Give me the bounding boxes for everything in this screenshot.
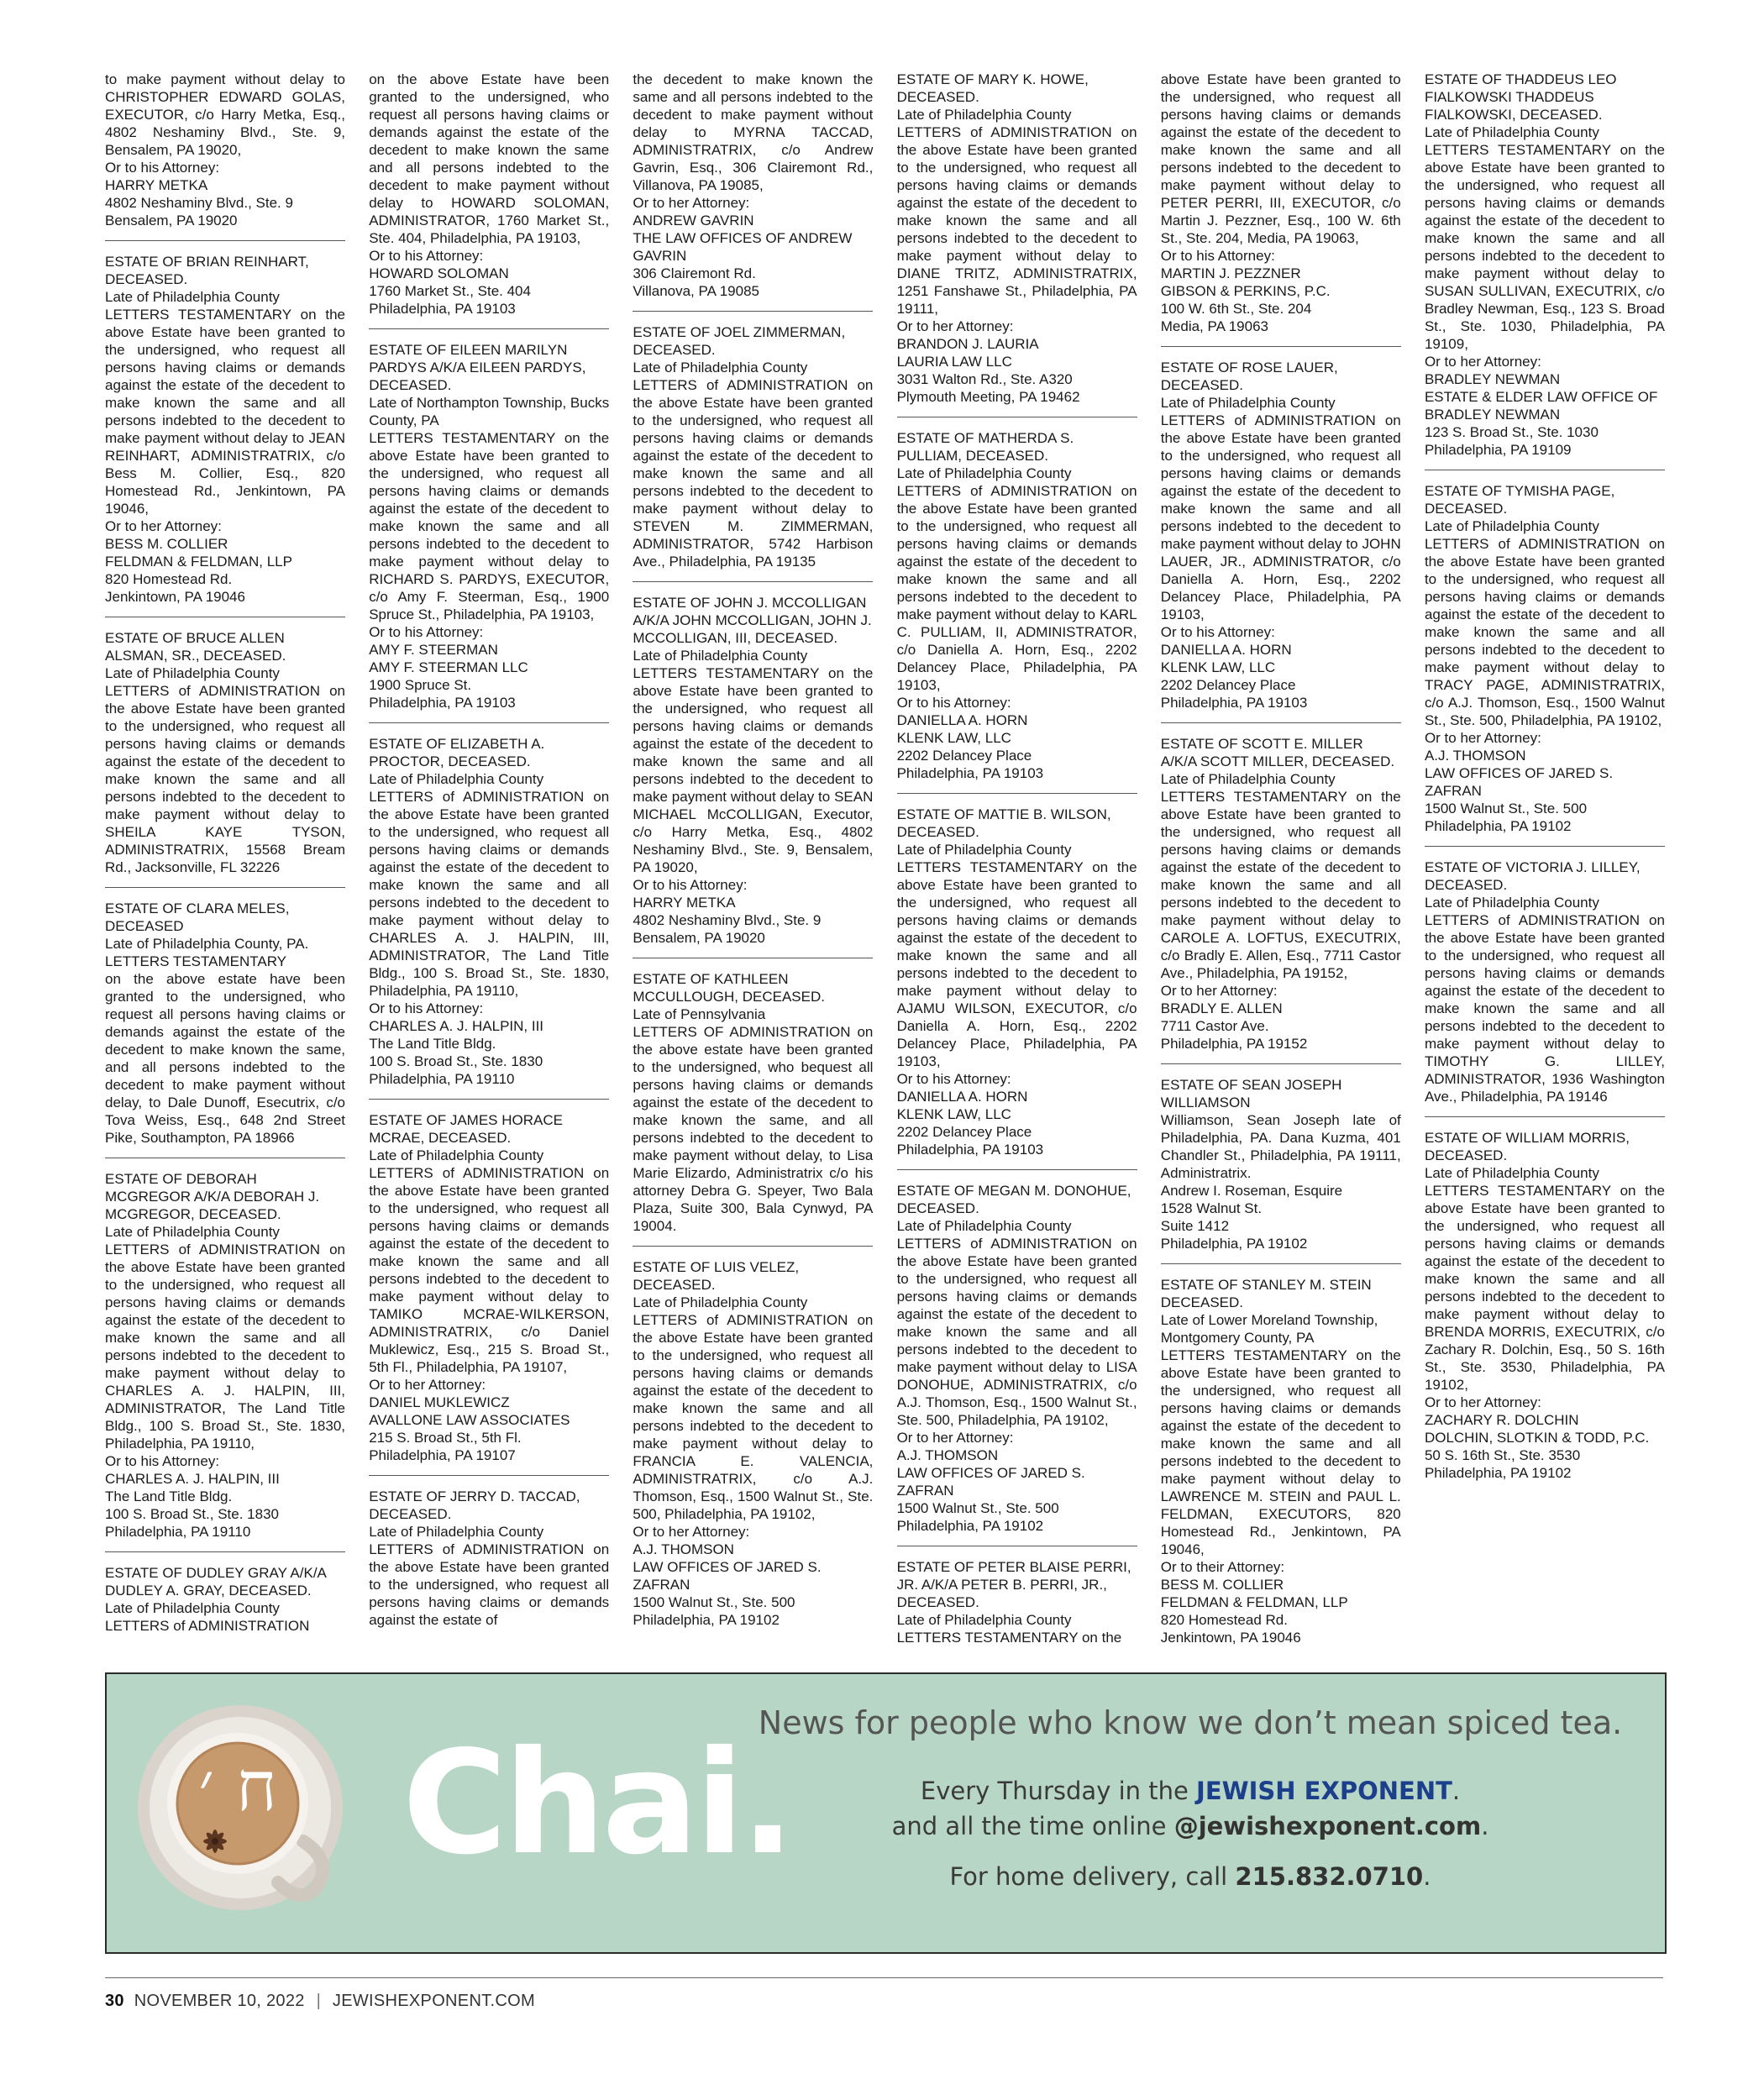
notice-body: the decedent to make known the same and all persons indebted to the decedent to make payment without delay to MYRNA TACCAD, ADMINISTRATRIX, c/o Andrew Gavrin, Esq., 306 Clairemont Rd., Villanova, PA 19085, (633, 71, 874, 193)
estate-notice (105, 71, 345, 241)
notice-meta-line: Late of Lower Moreland Township, Montgomery County, PA (1160, 1312, 1378, 1346)
estate-notice (1425, 858, 1665, 1117)
notice-body: LETTERS of ADMINISTRATION on the above Estate have been granted to the undersigned, who request all persons having claims or demands against the estate of the decedent to make known the same and all persons indebted to the decedent to make payment without delay to FRANCIA E. VALENCIA, ADMINISTRATRIX, c/o A.J. Thomson, Esq., 1500 Walnut St., Ste. 500, Philadelphia, PA 19102, (633, 1312, 874, 1522)
notice-attorney-line: 100 W. 6th St., Ste. 204 (1160, 301, 1312, 317)
notice-body: LETTERS TESTAMENTARY on the above Estate have been granted to the undersigned, who request all persons having claims or demands against the estate of the decedent to make known the same and all persons indebted to the decedent to make payment without delay to CAROLE A. LOFTUS, EXECUTRIX, c/o Bradly E. Allen, Esq., 7711 Castor Ave., Philadelphia, PA 19152, (1160, 789, 1401, 981)
notice-attorney-line: 1500 Walnut St., Ste. 500 (633, 1594, 795, 1610)
notice-attorney-line: Philadelphia, PA 19102 (1160, 1236, 1308, 1252)
notice-heading: ESTATE OF MARY K. HOWE, DECEASED. (896, 71, 1089, 105)
ad-copy (745, 1699, 1635, 1893)
notice-attorney-line: GIBSON & PERKINS, P.C. (1160, 283, 1331, 299)
notice-attorney-line: 100 S. Broad St., Ste. 1830 (105, 1506, 279, 1522)
jewish-exponent-brand: JEWISH EXPONENT (1196, 1777, 1452, 1805)
notice-attorney-line: Or to her Attorney: (633, 195, 750, 211)
notice-attorney-line: FELDMAN & FELDMAN, LLP (105, 554, 292, 570)
notice-body: LETTERS of ADMINISTRATION on the above Estate have been granted to the undersigned, who request all persons having claims or demands against the estate of the decedent to make known the same and all persons indebted to the decedent to make payment without delay to SHEILA KAYE TYSON, ADMINISTRATRIX, 15568 Bream Rd., Jacksonville, FL 32226 (105, 683, 345, 875)
notice-attorney-line: 306 Clairemont Rd. (633, 265, 756, 281)
estate-notice (105, 900, 345, 1158)
notice-heading: ESTATE OF MATTIE B. WILSON, DECEASED. (896, 806, 1111, 840)
estate-notice (1161, 1076, 1401, 1264)
page-footer (105, 1990, 535, 2012)
notice-heading: ESTATE OF PETER BLAISE PERRI, JR. A/K/A PETER B. PERRI, JR., DECEASED. (896, 1559, 1131, 1610)
estate-notice (369, 341, 609, 723)
notice-body: LETTERS TESTAMENTARY on the above Estate have been granted to the undersigned, who request all persons having claims or demands against the estate of the decedent to make known the same and all persons indebted to the decedent to make payment without delay to RICHARD S. PARDYS, EXECUTOR, c/o Amy F. Steerman, Esq., 1900 Spruce St., Philadelphia, PA 19103, (369, 430, 610, 622)
notice-attorney-line: LAW OFFICES OF JARED S. ZAFRAN (896, 1465, 1085, 1499)
estate-notice (1161, 1276, 1401, 1646)
notice-meta-line: Late of Pennsylvania (633, 1006, 766, 1022)
notice-attorney-line: AMY F. STEERMAN (369, 642, 498, 658)
website-link[interactable]: @jewishexponent.com (1173, 1812, 1482, 1840)
notice-body: LETTERS of ADMINISTRATION on the above Estate have been granted to the undersigned, who request all persons having claims or demands against the estate of the decedent to make known the same and all persons indebted to the decedent to make payment without delay to JOHN LAUER, JR., ADMINISTRATOR, c/o Daniella A. Horn, Esq., 2202 Delancey Place, Philadelphia, PA 19103, (1160, 412, 1401, 622)
legal-notices-columns (105, 71, 1665, 1646)
estate-notice (105, 253, 345, 617)
estate-notice (897, 806, 1137, 1170)
notice-heading: ESTATE OF EILEEN MARILYN PARDYS A/K/A EILEEN PARDYS, DECEASED. (369, 342, 586, 393)
estate-notice (897, 71, 1137, 417)
notice-attorney-line: 1528 Walnut St. (1160, 1200, 1263, 1216)
notice-attorney-line: 2202 Delancey Place (1160, 677, 1296, 693)
chai-tea-cup-icon (135, 1703, 345, 1913)
notice-meta-line: Late of Philadelphia County (896, 107, 1072, 123)
notice-attorney-line: DANIELLA A. HORN (896, 1089, 1028, 1105)
notice-attorney-line: Or to his Attorney: (369, 248, 484, 264)
notice-attorney-line: LAW OFFICES OF JARED S. ZAFRAN (1424, 765, 1614, 799)
notice-attorney-line: BRADLY E. ALLEN (1160, 1000, 1283, 1016)
notice-attorney-line: KLENK LAW, LLC (1160, 659, 1276, 675)
notice-body: LETTERS TESTAMENTARY on the above Estate have been granted to the undersigned, who request all persons having claims or demands against the estate of the decedent to make known the same and all persons indebted to the decedent to make payment without delay to AJAMU WILSON, EXECUTOR, c/o Daniella A. Horn, Esq., 2202 Delancey Place, Philadelphia, PA 19103, (896, 859, 1137, 1069)
notice-attorney-line: FELDMAN & FELDMAN, LLP (1160, 1594, 1348, 1610)
estate-notice (1425, 482, 1665, 847)
notice-meta-line: Late of Philadelphia County (369, 1524, 544, 1540)
notice-attorney-line: Villanova, PA 19085 (633, 283, 759, 299)
notice-attorney-line: 1760 Market St., Ste. 404 (369, 283, 531, 299)
notice-attorney-line: Philadelphia, PA 19103 (1160, 695, 1308, 711)
notice-heading: ESTATE OF TYMISHA PAGE, DECEASED. (1424, 483, 1615, 517)
estate-notice (633, 71, 873, 312)
notice-heading: ESTATE OF DEBORAH MCGREGOR A/K/A DEBORAH J. MCGREGOR, DECEASED. (105, 1171, 320, 1222)
notice-attorney-line: Or to her Attorney: (1424, 730, 1541, 746)
notice-attorney-line: Philadelphia, PA 19102 (1424, 818, 1572, 834)
notice-attorney-line: Media, PA 19063 (1160, 318, 1268, 334)
notice-attorney-line: Philadelphia, PA 19103 (369, 301, 516, 317)
phone-number[interactable]: 215.832.0710 (1235, 1862, 1424, 1891)
ad-line-publication: Every Thursday in the JEWISH EXPONENT. (920, 1777, 1461, 1805)
notice-attorney-line: DANIELLA A. HORN (1160, 642, 1292, 658)
chai-headline: Chai. (402, 1720, 792, 1887)
notice-attorney-line: Philadelphia, PA 19107 (369, 1447, 516, 1463)
notice-meta-line: Late of Philadelphia County (896, 1612, 1072, 1628)
notice-attorney-line: Plymouth Meeting, PA 19462 (896, 389, 1080, 405)
notice-attorney-line: Or to his Attorney: (1160, 248, 1275, 264)
notice-attorney-line: The Land Title Bldg. (105, 1488, 233, 1504)
notice-body: LETTERS TESTAMENTARY on the above Estate have been granted to the undersigned, who request all persons having claims or demands against the estate of the decedent to make known the same and all persons indebted to the decedent to make payment without delay to SEAN MICHAEL McCOLLIGAN, Executor, c/o Harry Metka, Esq., 4802 Neshaminy Blvd., Ste. 9, Bensalem, PA 19020, (633, 665, 874, 875)
notice-attorney-line: 4802 Neshaminy Blvd., Ste. 9 (105, 195, 293, 211)
notice-body: LETTERS TESTAMENTARY on the above Estate have been granted to the undersigned, who request all persons having claims or demands against the estate of the decedent to make known the same and all persons indebted to the decedent to make payment without delay to JEAN REINHART, ADMINISTRATRIX, c/o Bess M. Collier, Esq., 820 Homestead Rd., Jenkintown, PA 19046, (105, 307, 345, 517)
notice-attorney-line: Philadelphia, PA 19102 (633, 1612, 780, 1628)
notice-meta-line: Late of Philadelphia County (633, 1294, 808, 1310)
notice-attorney-line: Or to her Attorney: (105, 518, 222, 534)
notice-attorney-line: Philadelphia, PA 19102 (1424, 1465, 1572, 1481)
notice-attorney-line: Or to her Attorney: (369, 1377, 486, 1393)
notice-meta-line: Late of Philadelphia County (1424, 518, 1599, 534)
estate-notice (1161, 735, 1401, 1064)
notice-body: LETTERS of ADMINISTRATION on the above Estate have been granted to the undersigned, who request all persons having claims or demands against the estate of the decedent to make known the same and all persons indebted to the decedent to make payment without delay to DIANE TRITZ, ADMINISTRATRIX, 1251 Fanshawe St., Philadelphia, PA 19111, (896, 124, 1137, 317)
notice-attorney-line: ANDREW GAVRIN (633, 213, 754, 228)
notice-body: to make payment without delay to CHRISTOPHER EDWARD GOLAS, EXECUTOR, c/o Harry Metka, Esq., 4802 Neshaminy Blvd., Ste. 9, Bensalem, PA 19020, (105, 71, 345, 158)
notice-meta-line: Late of Philadelphia County, PA. (105, 936, 309, 952)
notice-heading: ESTATE OF LUIS VELEZ, DECEASED. (633, 1259, 800, 1293)
notice-meta-line: Late of Philadelphia County (1160, 771, 1336, 787)
estate-notice (1425, 1129, 1665, 1493)
notice-column (897, 71, 1137, 1646)
notice-attorney-line: Philadelphia, PA 19109 (1424, 442, 1572, 458)
notice-meta-line: Late of Philadelphia County (369, 1147, 544, 1163)
estate-notice (369, 71, 609, 329)
estate-notice (105, 629, 345, 888)
notice-heading: ESTATE OF MEGAN M. DONOHUE, DECEASED. (896, 1183, 1131, 1216)
notice-attorney-line: Or to her Attorney: (1424, 1394, 1541, 1410)
notice-attorney-line: Jenkintown, PA 19046 (1160, 1630, 1301, 1646)
notice-body: LETTERS TESTAMENTARY on the above Estate have been granted to the undersigned, who request all persons having claims or demands against the estate of the decedent to make known the same and all persons indebted to the decedent to make payment without delay to SUSAN SULLIVAN, EXECUTRIX, c/o Bradley Newman, Esq., 123 S. Broad St., Ste. 1030, Philadelphia, PA 19109, (1424, 142, 1665, 352)
estate-notice (369, 1488, 609, 1640)
chai-advertisement[interactable] (105, 1672, 1667, 1954)
notice-heading: ESTATE OF CLARA MELES, DECEASED (105, 900, 290, 934)
estate-notice (1425, 71, 1665, 470)
notice-meta-line: Late of Philadelphia County (1424, 1165, 1599, 1181)
notice-body: LETTERS of ADMINISTRATION on the above Estate have been granted to the undersigned, who request all persons having claims or demands against the estate of the decedent to make known the same and all persons indebted to the decedent to make payment without delay to TRACY PAGE, ADMINISTRATRIX, c/o A.J. Thomson, Esq., 1500 Walnut St., Ste. 500, Philadelphia, PA 19102, (1424, 536, 1665, 728)
notice-meta-line: Late of Philadelphia County (633, 648, 808, 664)
notice-meta-line: Late of Philadelphia County (369, 771, 544, 787)
notice-attorney-line: A.J. THOMSON (1424, 748, 1526, 764)
notice-attorney-line: AMY F. STEERMAN LLC (369, 659, 528, 675)
notice-attorney-line: BESS M. COLLIER (105, 536, 228, 552)
estate-notice (633, 594, 873, 958)
notice-meta-line: Late of Philadelphia County (896, 465, 1072, 481)
notice-heading: ESTATE OF VICTORIA J. LILLEY, DECEASED. (1424, 859, 1641, 893)
notice-attorney-line: Or to his Attorney: (1160, 624, 1275, 640)
notice-body: LETTERS of ADMINISTRATION on the above Estate have been granted to the undersigned, who request all persons having claims or demands against the estate of the decedent to make known the same and all persons indebted to the decedent to make payment without delay to TAMIKO MCRAE-WILKERSON, ADMINISTRATRIX, c/o Daniel Muklewicz, Esq., 215 S. Broad St., 5th Fl., Philadelphia, PA 19107, (369, 1165, 610, 1375)
notice-attorney-line: KLENK LAW, LLC (896, 1106, 1011, 1122)
notice-attorney-line: ESTATE & ELDER LAW OFFICE OF BRADLEY NEWMAN (1424, 389, 1658, 423)
notice-body: LETTERS of ADMINISTRATION on the above Estate have been granted to the undersigned, who request all persons having claims or demands against the estate of the decedent to make known the same and all persons indebted to the decedent to make payment without delay to STEVEN M. ZIMMERMAN, ADMINISTRATOR, 5742 Harbison Ave., Philadelphia, PA 19135 (633, 377, 874, 570)
notice-attorney-line: Or to his Attorney: (633, 877, 748, 893)
notice-heading: ESTATE OF DUDLEY GRAY A/K/A DUDLEY A. GRAY, DECEASED. (105, 1565, 326, 1599)
notice-heading: ESTATE OF THADDEUS LEO FIALKOWSKI THADDEUS FIALKOWSKI, DECEASED. (1424, 71, 1617, 123)
notice-attorney-line: 1500 Walnut St., Ste. 500 (896, 1500, 1059, 1516)
notice-body: LETTERS TESTAMENTARY on the above Estate have been granted to the undersigned, who request all persons having claims or demands against the estate of the decedent to make known the same and all persons indebted to the decedent to make payment without delay to LAWRENCE M. STEIN and PAUL L. FELDMAN, EXECUTORS, 820 Homestead Rd., Jenkintown, PA 19046, (1160, 1347, 1401, 1557)
estate-notice (369, 735, 609, 1100)
notice-attorney-line: Or to his Attorney: (369, 1000, 484, 1016)
notice-attorney-line: Philadelphia, PA 19152 (1160, 1036, 1308, 1052)
notice-attorney-line: Philadelphia, PA 19103 (896, 765, 1044, 781)
notice-heading: ESTATE OF ROSE LAUER, DECEASED. (1160, 360, 1338, 393)
notice-attorney-line: Or to his Attorney: (369, 624, 484, 640)
notice-heading: ESTATE OF JERRY D. TACCAD, DECEASED. (369, 1488, 580, 1522)
notice-attorney-line: KLENK LAW, LLC (896, 730, 1011, 746)
site-url[interactable]: JEWISHEXPONENT.COM (332, 1992, 535, 2010)
notice-attorney-line: Bensalem, PA 19020 (633, 930, 765, 946)
notice-attorney-line: Or to their Attorney: (1160, 1559, 1285, 1575)
notice-attorney-line: Or to his Attorney: (896, 1071, 1011, 1087)
notice-column (1425, 71, 1665, 1646)
notice-meta-line: Late of Philadelphia County (105, 665, 280, 681)
notice-attorney-line: DOLCHIN, SLOTKIN & TODD, P.C. (1424, 1430, 1650, 1446)
notice-meta-line: Late of Philadelphia County (105, 289, 280, 305)
notice-meta-line: LETTERS TESTAMENTARY (105, 953, 287, 969)
notice-heading: ESTATE OF KATHLEEN MCCULLOUGH, DECEASED. (633, 971, 825, 1005)
notice-attorney-line: HARRY METKA (633, 895, 736, 911)
footer-divider (105, 1977, 1663, 1978)
estate-notice (633, 1258, 873, 1640)
notice-attorney-line: Philadelphia, PA 19103 (369, 695, 516, 711)
notice-attorney-line: Philadelphia, PA 19110 (105, 1524, 251, 1540)
estate-notice (105, 1564, 345, 1646)
notice-attorney-line: Suite 1412 (1160, 1218, 1230, 1234)
notice-column (633, 71, 873, 1646)
notice-attorney-line: Jenkintown, PA 19046 (105, 589, 245, 605)
notice-attorney-line: AVALLONE LAW ASSOCIATES (369, 1412, 570, 1428)
estate-notice (897, 1182, 1137, 1546)
notice-attorney-line: DANIELLA A. HORN (896, 712, 1028, 728)
notice-attorney-line: 820 Homestead Rd. (1160, 1612, 1288, 1628)
notice-heading: ESTATE OF BRUCE ALLEN ALSMAN, SR., DECEASED. (105, 630, 286, 664)
notice-body: LETTERS of ADMINISTRATION on the above Estate have been granted to the undersigned, who request all persons having claims or demands against the estate of the decedent to make known the same and all persons indebted to the decedent to make payment without delay to TIMOTHY G. LILLEY, ADMINISTRATOR, 1936 Washington Ave., Philadelphia, PA 19146 (1424, 912, 1665, 1105)
notice-attorney-line: Or to his Attorney: (105, 1453, 220, 1469)
page-number: 30 (105, 1992, 124, 2010)
estate-notice (369, 1111, 609, 1476)
estate-notice (897, 1558, 1137, 1646)
notice-attorney-line: Or to his Attorney: (896, 695, 1011, 711)
notice-attorney-line: 820 Homestead Rd. (105, 571, 233, 587)
notice-heading: ESTATE OF BRIAN REINHART, DECEASED. (105, 254, 309, 287)
notice-body: LETTERS TESTAMENTARY on the (896, 1630, 1122, 1646)
notice-attorney-line: Or to his Attorney: (105, 160, 220, 176)
notice-attorney-line: 1500 Walnut St., Ste. 500 (1424, 801, 1588, 816)
notice-heading: ESTATE OF JOEL ZIMMERMAN, DECEASED. (633, 324, 846, 358)
notice-attorney-line: A.J. THOMSON (896, 1447, 999, 1463)
estate-notice (633, 323, 873, 582)
notice-body: above Estate have been granted to the undersigned, who request all persons having claims or demands against the estate of the decedent to make known the same and all persons indebted to the decedent to make payment without delay to PETER PERRI, III, EXECUTOR, c/o Martin J. Pezzner, Esq., 100 W. 6th St., Ste. 204, Media, PA 19063, (1160, 71, 1401, 246)
notice-attorney-line: Philadelphia, PA 19102 (896, 1518, 1044, 1534)
notice-heading: ESTATE OF MATHERDA S. PULLIAM, DECEASED. (896, 430, 1074, 464)
notice-meta-line: Late of Northampton Township, Bucks County, PA (369, 395, 610, 428)
notice-heading: ESTATE OF SCOTT E. MILLER A/K/A SCOTT MILLER, DECEASED. (1160, 736, 1395, 769)
notice-attorney-line: 2202 Delancey Place (896, 748, 1032, 764)
notice-body: LETTERS OF ADMINISTRATION on the above estate have been granted to the undersigned, who bequest all persons having claims or demands against the estate of the decedent to make known the same, and all persons indebted to the decedent to make payment without delay, to Lisa Marie Elizardo, Administratrix c/o his attorney Debra G. Speyer, Two Bala Plaza, Suite 300, Bala Cynwyd, PA 19004. (633, 1024, 874, 1234)
notice-meta-line: Late of Philadelphia County (105, 1224, 280, 1240)
notice-heading: ESTATE OF JOHN J. MCCOLLIGAN A/K/A JOHN MCCOLLIGAN, JOHN J. MCCOLLIGAN, III, DECEASED. (633, 595, 872, 646)
notice-attorney-line: DANIEL MUKLEWICZ (369, 1394, 510, 1410)
notice-attorney-line: LAW OFFICES OF JARED S. ZAFRAN (633, 1559, 822, 1593)
estate-notice (1161, 359, 1401, 723)
notice-column (105, 71, 345, 1646)
notice-attorney-line: HARRY METKA (105, 177, 208, 193)
notice-meta-line: Late of Philadelphia County (896, 842, 1072, 858)
estate-notice (105, 1170, 345, 1552)
notice-attorney-line: 1900 Spruce St. (369, 677, 472, 693)
notice-attorney-line: 123 S. Broad St., Ste. 1030 (1424, 424, 1599, 440)
notice-attorney-line: 2202 Delancey Place (896, 1124, 1032, 1140)
notice-heading: ESTATE OF WILLIAM MORRIS, DECEASED. (1424, 1130, 1630, 1163)
ad-line-online: and all the time online @jewishexponent.com. (891, 1812, 1489, 1840)
notice-meta-line: Late of Philadelphia County (633, 360, 808, 375)
notice-attorney-line: Andrew I. Roseman, Esquire (1160, 1183, 1343, 1199)
notice-attorney-line: THE LAW OFFICES OF ANDREW GAVRIN (633, 230, 853, 264)
ad-line-delivery: For home delivery, call 215.832.0710. (949, 1862, 1431, 1891)
notice-body: LETTERS of ADMINISTRATION on the above Estate have been granted to the undersigned, who request all persons having claims or demands against the estate of the decedent to make known the same and all persons indebted to the decedent to make payment without delay to LISA DONOHUE, ADMINISTRATRIX, c/o A.J. Thomson, Esq., 1500 Walnut St., Ste. 500, Philadelphia, PA 19102, (896, 1236, 1137, 1428)
notice-body: LETTERS of ADMINISTRATION on the above Estate have been granted to the undersigned, who request all persons having claims or demands against the estate of the decedent to make known the same and all persons indebted to the decedent to make payment without delay to KARL C. PULLIAM, II, ADMINISTRATOR, c/o Daniella A. Horn, Esq., 2202 Delancey Place, Philadelphia, PA 19103, (896, 483, 1137, 693)
notice-attorney-line: Or to her Attorney: (1160, 983, 1278, 999)
notice-attorney-line: A.J. THOMSON (633, 1541, 734, 1557)
notice-meta-line: Late of Philadelphia County (1424, 895, 1599, 911)
notice-meta-line: Late of Philadelphia County (1424, 124, 1599, 140)
notice-heading: ESTATE OF ELIZABETH A. PROCTOR, DECEASED. (369, 736, 545, 769)
star-anise-icon (203, 1830, 227, 1853)
notice-attorney-line: ZACHARY R. DOLCHIN (1424, 1412, 1579, 1428)
notice-attorney-line: Philadelphia, PA 19103 (896, 1142, 1044, 1158)
notice-attorney-line: 100 S. Broad St., Ste. 1830 (369, 1053, 543, 1069)
notice-attorney-line: BRADLEY NEWMAN (1424, 371, 1561, 387)
notice-column (1161, 71, 1401, 1646)
notice-body: LETTERS TESTAMENTARY on the above Estate have been granted to the undersigned, who request all persons having claims or demands against the estate of the decedent to make known the same and all persons indebted to the decedent to make payment without delay to BRENDA MORRIS, EXECUTRIX, c/o Zachary R. Dolchin, Esq., 50 S. 16th St., Ste. 3530, Philadelphia, PA 19102, (1424, 1183, 1665, 1393)
notice-attorney-line: CHARLES A. J. HALPIN, III (105, 1471, 280, 1487)
notice-body: LETTERS of ADMINISTRATION on the above Estate have been granted to the undersigned, who request all persons having claims or demands against the estate of the decedent to make known the same and all persons indebted to the decedent to make payment without delay to CHARLES A. J. HALPIN, III, ADMINISTRATOR, The Land Title Bldg., 100 S. Broad St., Ste. 1830, Philadelphia, PA 19110, (105, 1242, 345, 1452)
notice-column (369, 71, 609, 1646)
notice-attorney-line: Philadelphia, PA 19110 (369, 1071, 515, 1087)
estate-notice (897, 429, 1137, 794)
notice-meta-line: Late of Philadelphia County (896, 1218, 1072, 1234)
notice-body: Williamson, Sean Joseph late of Philadelphia, PA. Dana Kuzma, 401 Chandler St., Philadelphia, PA 19111, Administratrix. (1160, 1112, 1401, 1181)
notice-body: on the above Estate have been granted to the undersigned, who request all persons having claims or demands against the estate of the decedent to make known the same and all persons indebted to the decedent to make payment without delay to HOWARD SOLOMAN, ADMINISTRATOR, 1760 Market St., Ste. 404, Philadelphia, PA 19103, (369, 71, 610, 246)
notice-attorney-line: The Land Title Bldg. (369, 1036, 496, 1052)
notice-attorney-line: HOWARD SOLOMAN (369, 265, 509, 281)
estate-notice (633, 970, 873, 1247)
issue-date: NOVEMBER 10, 2022 (134, 1992, 305, 2010)
notice-meta-line: Late of Philadelphia County (105, 1600, 280, 1616)
notice-body: LETTERS of ADMINISTRATION (105, 1618, 310, 1634)
notice-attorney-line: Or to her Attorney: (896, 318, 1014, 334)
notice-attorney-line: Or to her Attorney: (1424, 354, 1541, 370)
notice-heading: ESTATE OF SEAN JOSEPH WILLIAMSON (1160, 1077, 1342, 1110)
estate-notice (1161, 71, 1401, 347)
notice-attorney-line: Or to her Attorney: (633, 1524, 750, 1540)
notice-attorney-line: Or to her Attorney: (896, 1430, 1014, 1446)
notice-attorney-line: LAURIA LAW LLC (896, 354, 1012, 370)
notice-heading: ESTATE OF JAMES HORACE MCRAE, DECEASED. (369, 1112, 563, 1146)
notice-body: LETTERS of ADMINISTRATION on the above Estate have been granted to the undersigned, who request all persons having claims or demands against the estate of the decedent to make known the same and all persons indebted to the decedent to make payment without delay to CHARLES A. J. HALPIN, III, ADMINISTRATOR, The Land Title Bldg., 100 S. Broad St., Ste. 1830, Philadelphia, PA 19110, (369, 789, 610, 999)
ad-tagline: News for people who know we don’t mean spiced tea. (758, 1704, 1623, 1741)
notice-body: LETTERS of ADMINISTRATION on the above Estate have been granted to the undersigned, who request all persons having claims or demands against the estate of (369, 1541, 610, 1628)
notice-attorney-line: MARTIN J. PEZZNER (1160, 265, 1301, 281)
notice-attorney-line: Bensalem, PA 19020 (105, 213, 238, 228)
notice-attorney-line: BRANDON J. LAURIA (896, 336, 1039, 352)
notice-attorney-line: 215 S. Broad St., 5th Fl. (369, 1430, 522, 1446)
notice-attorney-line: CHARLES A. J. HALPIN, III (369, 1018, 544, 1034)
chai-hebrew-letters: ח ׳ (198, 1747, 277, 1827)
notice-attorney-line: 7711 Castor Ave. (1160, 1018, 1269, 1034)
notice-attorney-line: BESS M. COLLIER (1160, 1577, 1284, 1593)
notice-heading: ESTATE OF STANLEY M. STEIN DECEASED. (1160, 1277, 1372, 1310)
notice-meta-line: Late of Philadelphia County (1160, 395, 1336, 411)
footer-separator: | (316, 1992, 322, 2010)
notice-attorney-line: 50 S. 16th St., Ste. 3530 (1424, 1447, 1581, 1463)
notice-attorney-line: 4802 Neshaminy Blvd., Ste. 9 (633, 912, 822, 928)
notice-attorney-line: 3031 Walton Rd., Ste. A320 (896, 371, 1073, 387)
notice-body: on the above estate have been granted to the undersigned, who request all persons having claims or demands against the estate of the decedent to make known the same, and all persons indebted to the decedent to make payment without delay, to Dale Dunoff, Esecutrix, c/o Tova Weiss, Esq., 648 2nd Street Pike, Southampton, PA 18966 (105, 971, 345, 1146)
